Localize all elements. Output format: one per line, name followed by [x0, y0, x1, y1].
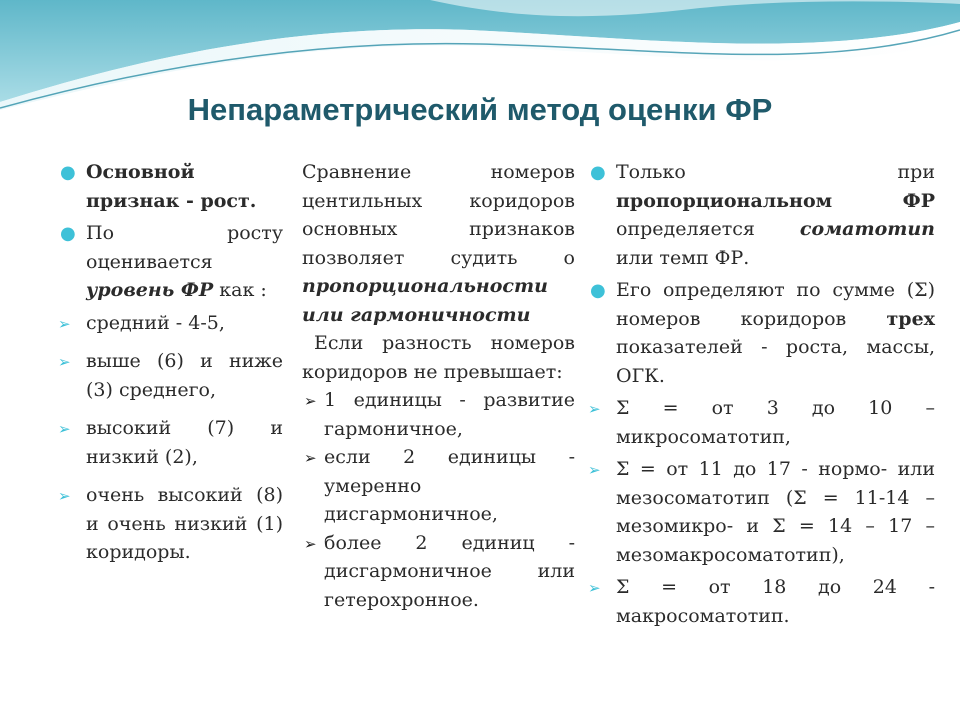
bullet-proportional: [588, 158, 935, 272]
sub-item-text: 1 единицы - развитие гармоничное,: [324, 389, 575, 440]
dot-bullet-icon: ●: [60, 162, 76, 183]
arrow-bullet-icon: ➢: [58, 353, 71, 371]
arrow-bullet-icon: ➢: [588, 579, 601, 597]
bullet-height-level: [58, 219, 283, 305]
proportional-text: Только при: [616, 161, 935, 183]
arrow-item-above-below: [58, 347, 283, 404]
proportional-bold: пропорциональном ФР: [616, 189, 935, 212]
proportional-text-mid: определяется: [616, 218, 800, 240]
sub-item-moderate: [302, 443, 575, 529]
arrow-item-text: средний - 4-5,: [86, 311, 225, 334]
sum-text-end: показателей - роста, массы, ОГК.: [616, 336, 935, 387]
column-middle: [302, 158, 575, 614]
bullet-main-sign: [58, 158, 283, 215]
arrow-bullet-icon: ➢: [58, 487, 71, 505]
main-sign-line1: Основной: [86, 161, 195, 183]
arrow-item-very-high-low: [58, 481, 283, 567]
arrow-item-high-low: [58, 414, 283, 471]
sub-item-harmonious: [302, 386, 575, 443]
arrow-item-text: высокий (7) и низкий (2),: [86, 417, 283, 468]
arrow-item-text: выше (6) и ниже (3) среднего,: [86, 350, 283, 401]
proportional-text-end: или темп ФР.: [616, 246, 750, 269]
sum-text: Его определяют по сумме (Σ) номеров коридоров: [616, 279, 935, 330]
difference-paragraph: Если разность номеров коридоров не превышает:: [302, 332, 575, 383]
column-left: [58, 158, 283, 577]
arrow-bullet-icon: ➢: [588, 400, 601, 418]
comparison-paragraph: [302, 158, 575, 329]
arrow-bullet-icon: ➢: [588, 461, 601, 479]
height-level-text: По росту оценивается: [86, 222, 283, 273]
somatotype-emphasis: соматотип: [799, 218, 935, 240]
dot-bullet-icon: ●: [590, 280, 606, 301]
arrow-bullet-icon: ➢: [58, 314, 71, 333]
arrow-item-meso: [588, 455, 935, 569]
dot-bullet-icon: ●: [60, 223, 76, 244]
arrow-item-text: очень высокий (8) и очень низкий (1) коридоры.: [86, 484, 283, 563]
sum-bold: трех: [886, 307, 935, 330]
arrow-bullet-icon: ➢: [304, 392, 317, 410]
arrow-item-text: Σ = от 18 до 24 - макросоматотип.: [616, 576, 935, 627]
height-level-emphasis: уровень ФР: [86, 279, 214, 301]
height-level-text-end: как :: [213, 279, 267, 301]
arrow-item-average: [58, 309, 283, 338]
sub-item-text: если 2 единицы - умеренно дисгармоничное,: [324, 446, 575, 525]
comparison-emphasis: пропорциональности или гармоничности: [302, 275, 548, 326]
page-title: Непараметрический метод оценки ФР: [187, 92, 773, 127]
dot-bullet-icon: ●: [590, 162, 606, 183]
column-right: [588, 158, 935, 634]
sub-item-disharmonious: [302, 529, 575, 615]
bullet-sum: [588, 276, 935, 390]
arrow-item-micro: [588, 394, 935, 451]
arrow-item-text: Σ = от 11 до 17 - нормо- или мезосоматотип (Σ = 11-14 – мезомикро- и Σ = 14 – 17 – мезомакросоматотип),: [616, 458, 935, 566]
arrow-item-text: Σ = от 3 до 10 – микросоматотип,: [616, 397, 935, 448]
comparison-text: Сравнение номеров центильных коридоров основных признаков позволяет судить о: [302, 161, 575, 269]
arrow-item-macro: [588, 573, 935, 630]
main-sign-line2: признак - рост.: [86, 189, 257, 212]
arrow-bullet-icon: ➢: [304, 534, 317, 553]
arrow-bullet-icon: ➢: [58, 420, 71, 438]
arrow-bullet-icon: ➢: [304, 449, 317, 467]
sub-item-text: более 2 единиц - дисгармоничное или гетерохронное.: [324, 531, 575, 611]
